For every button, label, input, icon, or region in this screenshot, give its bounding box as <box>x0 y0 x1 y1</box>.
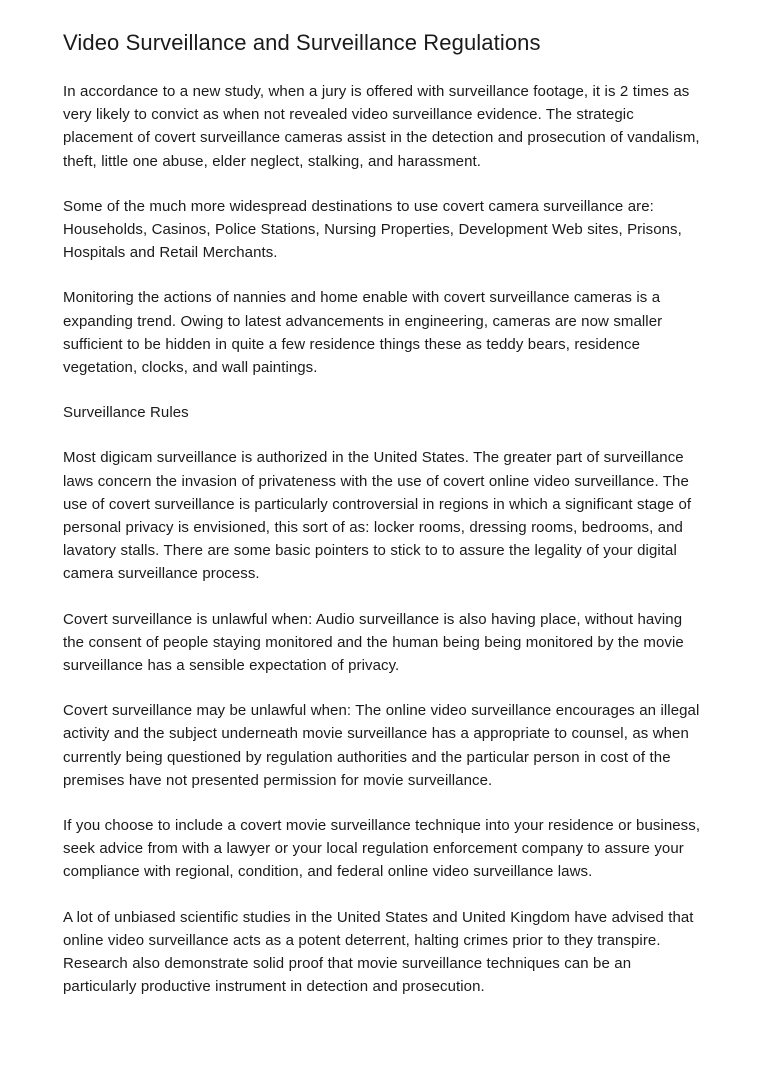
paragraph-nanny-monitoring: Monitoring the actions of nannies and home enable with covert surveillance cameras is a expanding trend. Owing to latest advancements in engineering, cameras are now smaller sufficient to be hidden in quite a few residence things these as teddy bears, residence vegetation, clocks, and wall paintings. <box>63 289 663 377</box>
paragraph-unlawful-when: Covert surveillance is unlawful when: Audio surveillance is also having place, without having the consent of people staying monitored and the human being being monitored by the movie surveillance has a sensible expectation of privacy. <box>63 610 684 675</box>
paragraph-legal-advice: If you choose to include a covert movie surveillance technique into your residence or business, seek advice from with a lawyer or your local regulation enforcement company to assure your compliance with regional, condition, and federal online video surveillance laws. <box>63 817 701 881</box>
paragraph-destinations: Some of the much more widespread destinations to use covert camera surveillance are: Households, Casinos, Police Stations, Nursing Properties, Development Web sites, Prisons, Hospitals and Retail Merchants. <box>63 197 682 262</box>
paragraph-research-findings: A lot of unbiased scientific studies in the United States and United Kingdom have advised that online video surveillance acts as a potent deterrent, halting crimes prior to they transpire. Research also demonstrate solid proof that movie surveillance techniques can be an particularly productive instrument in detection and prosecution. <box>63 908 694 996</box>
paragraph-laws-overview: Most digicam surveillance is authorized in the United States. The greater part of surveillance laws concern the invasion of privateness with the use of covert online video surveillance. The use of covert surveillance is particularly controversial in regions in which a significant stage of personal privacy is envisioned, this sort of as: locker rooms, dressing rooms, bedrooms, and lavatory stalls. There are some basic pointers to stick to to assure the legality of your digital camera surveillance process. <box>63 449 692 583</box>
paragraph-may-be-unlawful-when: Covert surveillance may be unlawful when: The online video surveillance encourages an illegal activity and the subject underneath movie surveillance has a appropriate to counsel, as when currently being questioned by regulation authorities and the particular person in cost of the premises have not presented permission for movie surveillance. <box>63 702 700 789</box>
page-title: Video Surveillance and Surveillance Regulations <box>63 30 541 55</box>
document-body <box>63 29 706 999</box>
section-heading-surveillance-rules: Surveillance Rules <box>63 404 189 422</box>
paragraph-intro: In accordance to a new study, when a jury is offered with surveillance footage, it is 2 times as very likely to convict as when not revealed video surveillance evidence. The strategic placement of covert surveillance cameras assist in the detection and prosecution of vandalism, theft, little one abuse, elder neglect, stalking, and harassment. <box>63 83 700 170</box>
